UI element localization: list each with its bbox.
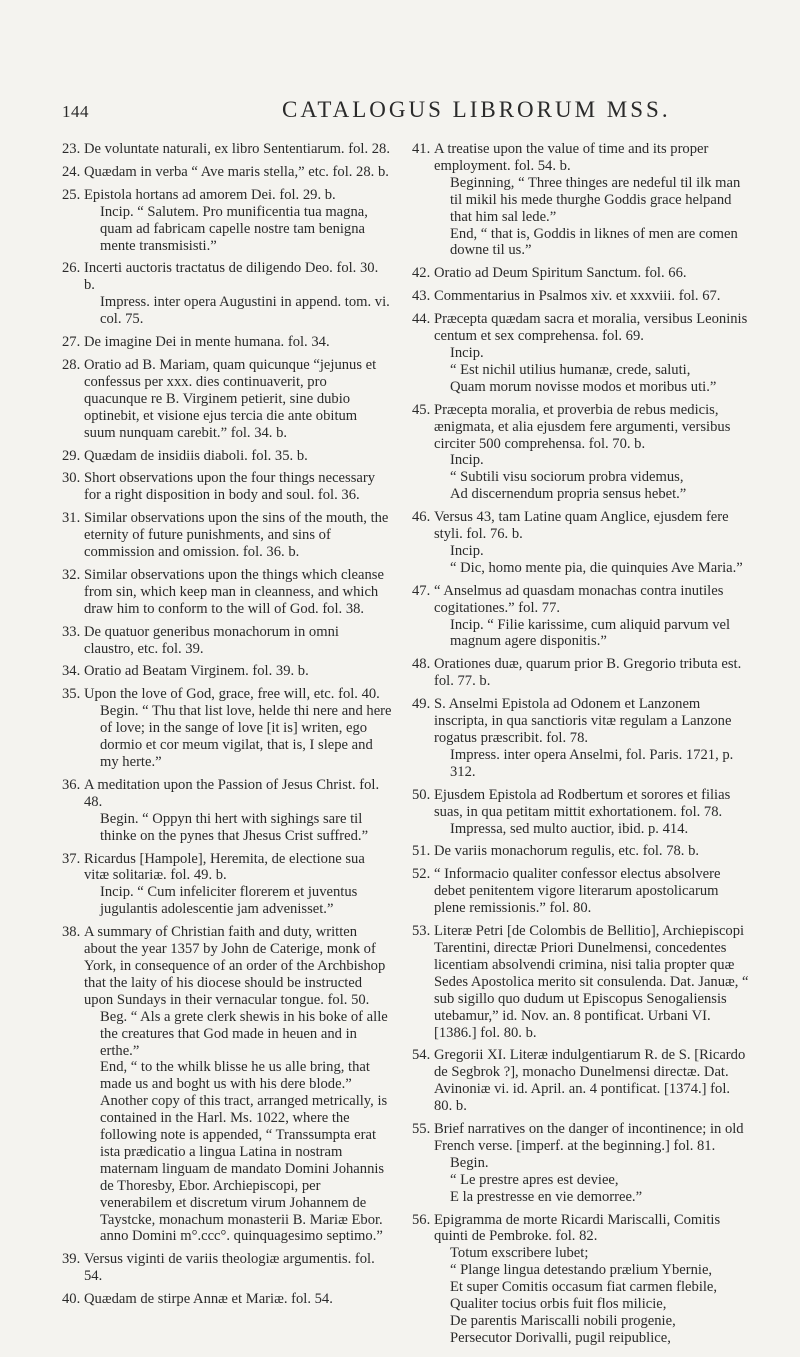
catalogue-entry (412, 509, 750, 577)
entry-number: 46. (412, 509, 431, 526)
entry-number: 27. (62, 334, 81, 351)
entry-title: “ Anselmus ad quasdam monachas contra inutiles cogitationes.” fol. 77. (434, 582, 724, 616)
entry-number: 24. (62, 163, 81, 180)
catalogue-entry (412, 1121, 750, 1206)
entry-number: 54. (412, 1047, 431, 1064)
entry-number: 31. (62, 510, 81, 527)
entry-title: Præcepta quædam sacra et moralia, versibus Leoninis centum et sex comprehensa. fol. 69. (434, 311, 748, 345)
entry-detail: “ Est nichil utilius humanæ, crede, saluti, (450, 361, 691, 378)
entry-number: 48. (412, 656, 431, 673)
catalogue-entry (412, 402, 750, 503)
entry-title: Ejusdem Epistola ad Rodbertum et sorores et filias suas, in qua petitam mittit exhortationem. fol. 78. (434, 786, 731, 820)
entry-detail: Another copy of this tract, arranged metrically, is contained in the Harl. Ms. 1022, where the following note is appended, “ Transsumpta erat ista prædicatio a lingua Latina in nostram maternam linguam de mandato Domini Johannis de Thoresby, Ebor. Archiepiscopi, per venerabilem et discretum virum Johannem de Taystcke, monachum monasterii B. Mariæ Ebor. anno Domini m°.ccc°. quinquagesimo septimo.” (100, 1093, 388, 1245)
catalogue-entry (62, 260, 392, 328)
entry-title: Similar observations upon the sins of the mouth, the eternity of future punishments, and sins of commission and omission. fol. 36. b. (84, 510, 389, 561)
entry-detail: End, “ to the whilk blisse he us alle bring, that made us and boght us with his dere blode.” (100, 1059, 370, 1093)
entry-detail: Beginning, “ Three thinges are nedeful til ilk man til mikil his mede thurghe Goddis grace helpand that him sal lede.” (450, 174, 741, 225)
entry-title: Oratio ad Beatam Virginem. fol. 39. b. (84, 663, 309, 680)
entry-title: Quædam de stirpe Annæ et Mariæ. fol. 54. (84, 1291, 333, 1308)
catalogue-entry (62, 851, 392, 919)
entry-title: De variis monachorum regulis, etc. fol. 78. b. (434, 843, 700, 860)
catalogue-entry (412, 696, 750, 781)
entry-title: Versus 43, tam Latine quam Anglice, ejusdem fere styli. fol. 76. b. (434, 509, 729, 543)
entry-title: De quatuor generibus monachorum in omni claustro, etc. fol. 39. (84, 623, 339, 657)
entry-number: 45. (412, 401, 431, 418)
entry-number: 55. (412, 1121, 431, 1138)
entry-detail: Impress. inter opera Augustini in append. tom. vi. col. 75. (100, 294, 390, 328)
catalogue-entry (62, 1291, 392, 1308)
catalogue-entry (62, 924, 392, 1245)
entry-title: Epistola hortans ad amorem Dei. fol. 29. b. (84, 186, 336, 203)
entry-number: 44. (412, 311, 431, 328)
entry-number: 51. (412, 843, 431, 860)
catalogue-entry (412, 311, 750, 396)
entry-detail: Et super Comitis occasum fiat carmen flebile, (450, 1279, 718, 1296)
catalogue-entry (412, 583, 750, 651)
entry-title: Orationes duæ, quarum prior B. Gregorio tributa est. fol. 77. b. (434, 656, 742, 690)
entry-number: 36. (62, 776, 81, 793)
catalogue-entry (62, 510, 392, 561)
left-column (62, 141, 392, 1314)
catalogue-entry (412, 656, 750, 690)
entry-number: 30. (62, 470, 81, 487)
entry-detail: Impressa, sed multo auctior, ibid. p. 414. (450, 820, 689, 837)
entry-title: S. Anselmi Epistola ad Odonem et Lanzonem inscripta, in qua sanctioris vitæ regulam a Lanzone rogatus præscribit. fol. 78. (434, 696, 732, 746)
entry-title: Ricardus [Hampole], Heremita, de electione sua vitæ solitariæ. fol. 49. b. (84, 850, 365, 884)
entry-title: Short observations upon the four things necessary for a right disposition in body and soul. fol. 36. (84, 470, 376, 504)
entry-number: 38. (62, 924, 81, 941)
entry-number: 50. (412, 786, 431, 803)
entry-detail: Qualiter tocius orbis fuit flos milicie, (450, 1296, 667, 1313)
entry-detail: Begin. “ Thu that list love, helde thi nere and here of love; in the sange of love [it is] writen, ego dormio et cor meum vigilat, that is, I slepe and my herte.” (100, 703, 392, 770)
entry-detail: Incip. “ Filie karissime, cum aliquid parvum vel magnum agere disponitis.” (450, 616, 731, 650)
catalogue-entry (412, 866, 750, 917)
entry-detail: “ Le prestre apres est deviee, (450, 1171, 619, 1188)
entry-number: 37. (62, 850, 81, 867)
entry-number: 26. (62, 260, 81, 277)
entry-number: 53. (412, 923, 431, 940)
entry-title: Brief narratives on the danger of incontinence; in old French verse. [imperf. at the beginning.] fol. 81. (434, 1121, 744, 1154)
entry-detail: Incip. “ Salutem. Pro munificentia tua magna, quam ad fabricam capelle nostre tam benigna mente transmisisti.” (100, 203, 368, 254)
entry-title: Incerti auctoris tractatus de diligendo Deo. fol. 30. b. (84, 260, 379, 294)
entry-detail: De parentis Mariscalli nobili progenie, (450, 1313, 676, 1329)
entry-number: 23. (62, 141, 81, 157)
entry-title: A treatise upon the value of time and its proper employment. fol. 54. b. (434, 141, 709, 174)
entry-title: Similar observations upon the things which cleanse from sin, which keep man in cleanness, and which draw him to conform to the will of God. fol. 38. (84, 566, 384, 617)
entry-detail: End, “ that is, Goddis in liknes of men are comen downe til us.” (450, 225, 738, 259)
entry-title: Gregorii XI. Literæ indulgentiarum R. de S. [Ricardo de Segbrok ?], monacho Dunelmensi directæ. Dat. Avinoniæ vi. id. April. an. 4 pontificat. [1374.] fol. 80. b. (434, 1047, 746, 1115)
catalogue-entry (62, 164, 392, 181)
entry-title: De voluntate naturali, ex libro Sententiarum. fol. 28. (84, 141, 390, 157)
entry-title: Upon the love of God, grace, free will, etc. fol. 40. (84, 686, 380, 703)
entry-detail: Ad discernendum propria sensus hebet.” (450, 486, 687, 503)
page-number: 144 (62, 102, 89, 121)
entry-title: Præcepta moralia, et proverbia de rebus medicis, ænigmata, et alia ejusdem fere argumenti, versibus circiter 500 comprehensa. fol. 70. b. (434, 401, 731, 452)
entry-number: 56. (412, 1211, 431, 1228)
catalogue-entry (62, 624, 392, 658)
entry-detail: E la prestresse en vie demorree.” (450, 1188, 643, 1205)
entry-number: 42. (412, 265, 431, 282)
entry-detail: Incip. (450, 452, 484, 469)
catalogue-entry (62, 567, 392, 618)
entry-detail: “ Dic, homo mente pia, die quinquies Ave Maria.” (450, 559, 743, 576)
entry-detail: Begin. (450, 1154, 489, 1171)
entry-detail: Beg. “ Als a grete clerk shewis in his boke of alle the creatures that God made in heuen and in erthe.” (100, 1008, 388, 1059)
entry-number: 32. (62, 566, 81, 583)
entry-title: Quædam in verba “ Ave maris stella,” etc. fol. 28. b. (84, 163, 389, 180)
catalogue-entry (62, 663, 392, 680)
catalogue-entry (62, 187, 392, 255)
catalogue-entry (412, 265, 750, 282)
catalogue-entry (412, 288, 750, 305)
entry-detail: Impress. inter opera Anselmi, fol. Paris. 1721, p. 312. (450, 746, 734, 780)
entry-detail: “ Plange lingua detestando prælium Ybernie, (450, 1262, 713, 1279)
entry-number: 28. (62, 356, 81, 373)
entry-detail: Incip. “ Cum infeliciter florerem et juventus jugulantis adolescentie jam advenisset.” (100, 884, 358, 918)
entry-detail: Quam morum novisse modos et moribus uti.” (450, 378, 717, 395)
catalogue-entry (62, 448, 392, 465)
entry-number: 43. (412, 288, 431, 305)
entry-detail: Begin. “ Oppyn thi hert with sighings sare til thinke on the pynes that Jhesus Crist suffred.” (100, 810, 369, 844)
catalogue-entry (412, 923, 750, 1041)
entry-title: De imagine Dei in mente humana. fol. 34. (84, 334, 330, 351)
entry-number: 35. (62, 686, 81, 703)
entry-title: “ Informacio qualiter confessor electus absolvere debet penitentem vigore literarum apostolicarum plene remissionis.” fol. 80. (434, 866, 721, 917)
entry-number: 29. (62, 447, 81, 464)
entry-title: A summary of Christian faith and duty, written about the year 1357 by John de Caterige, monk of York, in consequence of an order of the Archbishop that the laity of his diocese should be instructed upon Sundays in their vernacular tongue. fol. 50. (84, 924, 386, 1008)
entry-title: Literæ Petri [de Colombis de Bellitio], Archiepiscopi Tarentini, directæ Priori Dunelmensi, concedentes licentiam absolvendi crimina, nisi talia propter quæ Sedes Apostolica merito sit consulenda. Dat. Januæ, “ sub sigillo quo dudum ut Episcopus Senogaliensis utebamur,” id. Nov. an. 8 pontificat. Urbani VI. [1386.] fol. 80. b. (434, 923, 749, 1041)
catalogue-entry (62, 334, 392, 351)
catalogue-entry (412, 843, 750, 860)
entry-title: Commentarius in Psalmos xiv. et xxxviii. fol. 67. (434, 288, 721, 305)
catalogue-entry (62, 141, 392, 158)
entry-detail: Totum exscribere lubet; (450, 1245, 589, 1262)
right-column (412, 141, 750, 1353)
catalogue-entry (62, 686, 392, 771)
entry-detail: Incip. (450, 542, 484, 559)
entry-title: A meditation upon the Passion of Jesus Christ. fol. 48. (84, 776, 380, 810)
entry-title: Oratio ad B. Mariam, quam quicunque “jejunus et confessus per xxx. dies continuaverit, pro quacunque re B. Virginem petierit, sine dubio optinebit, et visione ejus tercia die ante obitum suum nunquam carebit.” fol. 34. b. (84, 356, 377, 441)
entry-number: 34. (62, 663, 81, 680)
catalogue-entry (62, 1251, 392, 1285)
entry-title: Quædam de insidiis diaboli. fol. 35. b. (84, 447, 308, 464)
catalogue-entry (62, 777, 392, 845)
catalogue-entry (412, 1212, 750, 1347)
entry-number: 39. (62, 1251, 81, 1268)
entry-number: 49. (412, 696, 431, 713)
running-head: CATALOGUS LIBRORUM MSS. (282, 97, 671, 122)
catalogue-entry (62, 357, 392, 442)
entry-detail: Persecutor Dorivalli, pugil reipublice, (450, 1329, 671, 1346)
entry-number: 40. (62, 1291, 81, 1308)
entry-detail: Incip. (450, 344, 484, 361)
entry-number: 33. (62, 623, 81, 640)
entry-number: 41. (412, 141, 431, 157)
entry-title: Epigramma de morte Ricardi Mariscalli, Comitis quinti de Pembroke. fol. 82. (434, 1211, 721, 1245)
catalogue-entry (412, 787, 750, 838)
entry-number: 25. (62, 186, 81, 203)
catalogue-entry (412, 141, 750, 259)
entry-number: 52. (412, 866, 431, 883)
entry-number: 47. (412, 582, 431, 599)
entry-title: Versus viginti de variis theologiæ argumentis. fol. 54. (84, 1251, 375, 1285)
entry-detail: “ Subtili visu sociorum probra videmus, (450, 469, 684, 486)
entry-title: Oratio ad Deum Spiritum Sanctum. fol. 66. (434, 265, 687, 282)
catalogue-entry (412, 1047, 750, 1115)
catalogue-entry (62, 470, 392, 504)
